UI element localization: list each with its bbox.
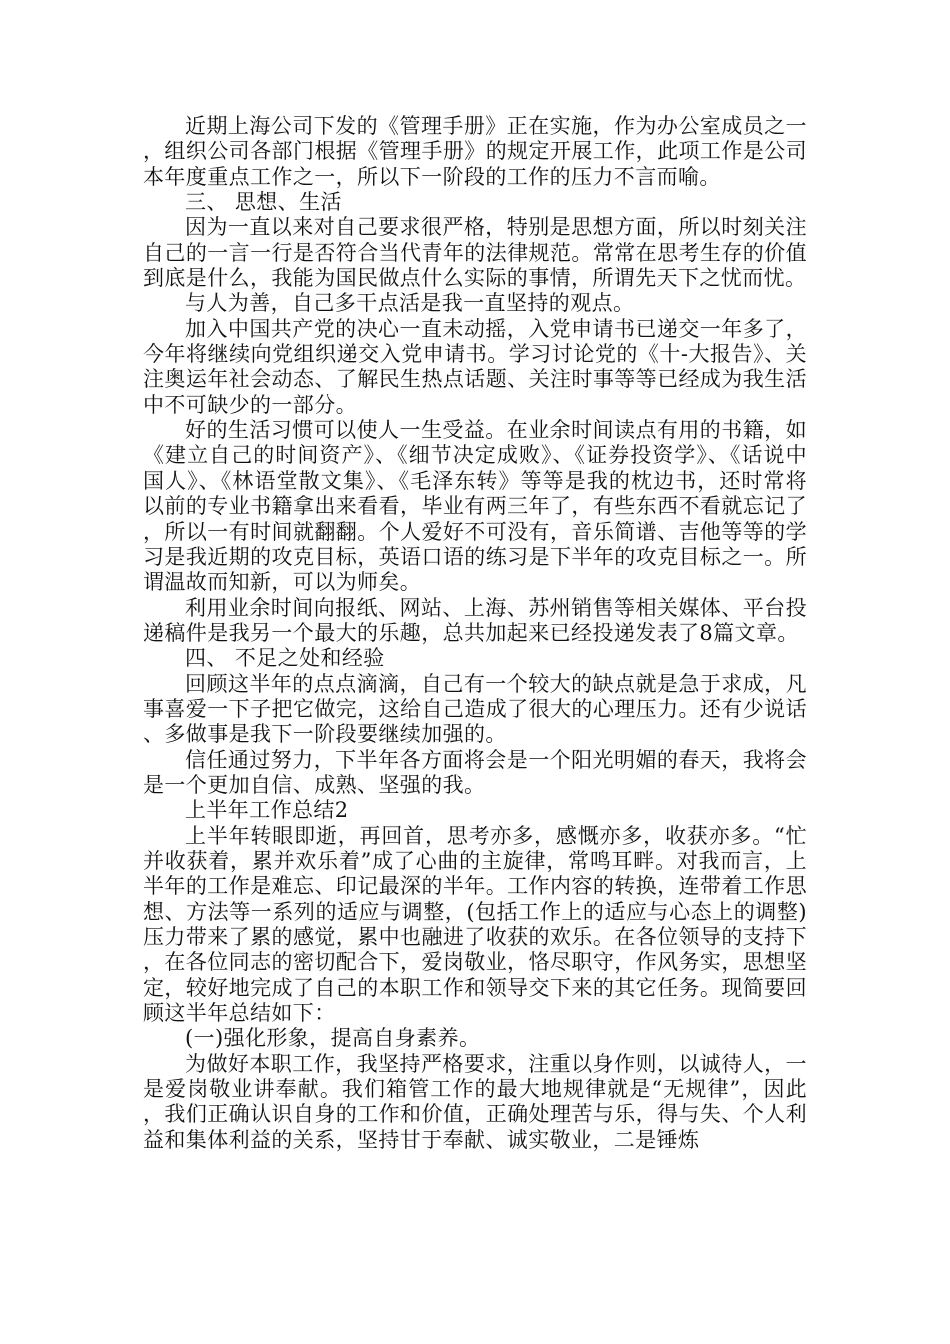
paragraph-management-manual: 近期上海公司下发的《管理手册》正在实施，作为办公室成员之一，组织公司各部门根据《管理手册》的规定开展工作，此项工作是公司本年度重点工作之一，所以下一阶段的工作的压力不言而喻。 xyxy=(143,114,807,189)
section-heading-thought-life: 三、 思想、生活 xyxy=(185,190,342,215)
section-heading-shortcomings: 四、 不足之处和经验 xyxy=(185,646,385,671)
paragraph-half-year-intro: 上半年转眼即逝，再回首，思考亦多，感慨亦多，收获亦多。“忙并收获着，累并欢乐着”成了心曲的主旋律，常鸣耳畔。对我而言，上半年的工作是难忘、印记最深的半年。工作内容的转换，连带着工作思想、方法等一系列的适应与调整，(包括工作上的适应与心态上的调整)压力带来了累的感觉，累中也融进了收获的欢乐。在各位领导的支持下，在各位同志的密切配合下，爱岗敬业，恪尽职守，作风务实，思想坚定，较好地完成了自己的本职工作和领导交下来的其它任务。现简要回顾这半年总结如下： xyxy=(143,823,807,1026)
subsection-heading-image: (一)强化形象，提高自身素养。 xyxy=(185,1026,481,1051)
section-heading-summary-2: 上半年工作总结2 xyxy=(185,798,349,823)
paragraph-party-application: 加入中国共产党的决心一直未动摇，入党申请书已递交一年多了，今年将继续向党组织递交入党申请书。学习讨论党的《十-大报告》、关注奥运年社会动态、了解民生热点话题、关注时事等等已经成为我生活中不可缺少的一部分。 xyxy=(143,316,807,417)
paragraph-dedication: 为做好本职工作，我坚持严格要求，注重以身作则，以诚待人，一是爱岗敬业讲奉献。我们箱管工作的最大地规律就是“无规律”，因此，我们正确认识自身的工作和价值，正确处理苦与乐，得与失、个人利益和集体利益的关系，坚持甘于奉献、诚实敬业，二是锤炼 xyxy=(143,1051,807,1152)
paragraph-kindness: 与人为善，自己多干点活是我一直坚持的观点。 xyxy=(185,291,635,316)
paragraph-reading-habits: 好的生活习惯可以使人一生受益。在业余时间读点有用的书籍，如《建立自己的时间资产》、《细节决定成败》、《证券投资学》、《话说中国人》、《林语堂散文集》、《毛泽东转》等等是我的枕边书，还时常将以前的专业书籍拿出来看看，毕业有两三年了，有些东西不看就忘记了，所以一有时间就翻翻。个人爱好不可没有，音乐简谱、吉他等等的学习是我近期的攻克目标，英语口语的练习是下半年的攻克目标之一。所谓温故而知新，可以为师矣。 xyxy=(143,418,807,595)
paragraph-outlook: 信任通过努力，下半年各方面将会是一个阳光明媚的春天，我将会是一个更加自信、成熟、坚强的我。 xyxy=(143,747,807,797)
paragraph-review: 回顾这半年的点点滴滴，自己有一个较大的缺点就是急于求成，凡事喜爱一下子把它做完，这给自己造成了很大的心理压力。还有少说话、多做事是我下一阶段要继续加强的。 xyxy=(143,671,807,747)
document-body xyxy=(143,114,807,1153)
paragraph-self-discipline: 因为一直以来对自己要求很严格，特别是思想方面，所以时刻关注自己的一言一行是否符合当代青年的法律规范。常常在思考生存的价值到底是什么，我能为国民做点什么实际的事情，所谓先天下之忧而忧。 xyxy=(143,215,807,291)
paragraph-article-submissions: 利用业余时间向报纸、网站、上海、苏州销售等相关媒体、平台投递稿件是我另一个最大的乐趣，总共加起来已经投递发表了8篇文章。 xyxy=(143,595,807,645)
